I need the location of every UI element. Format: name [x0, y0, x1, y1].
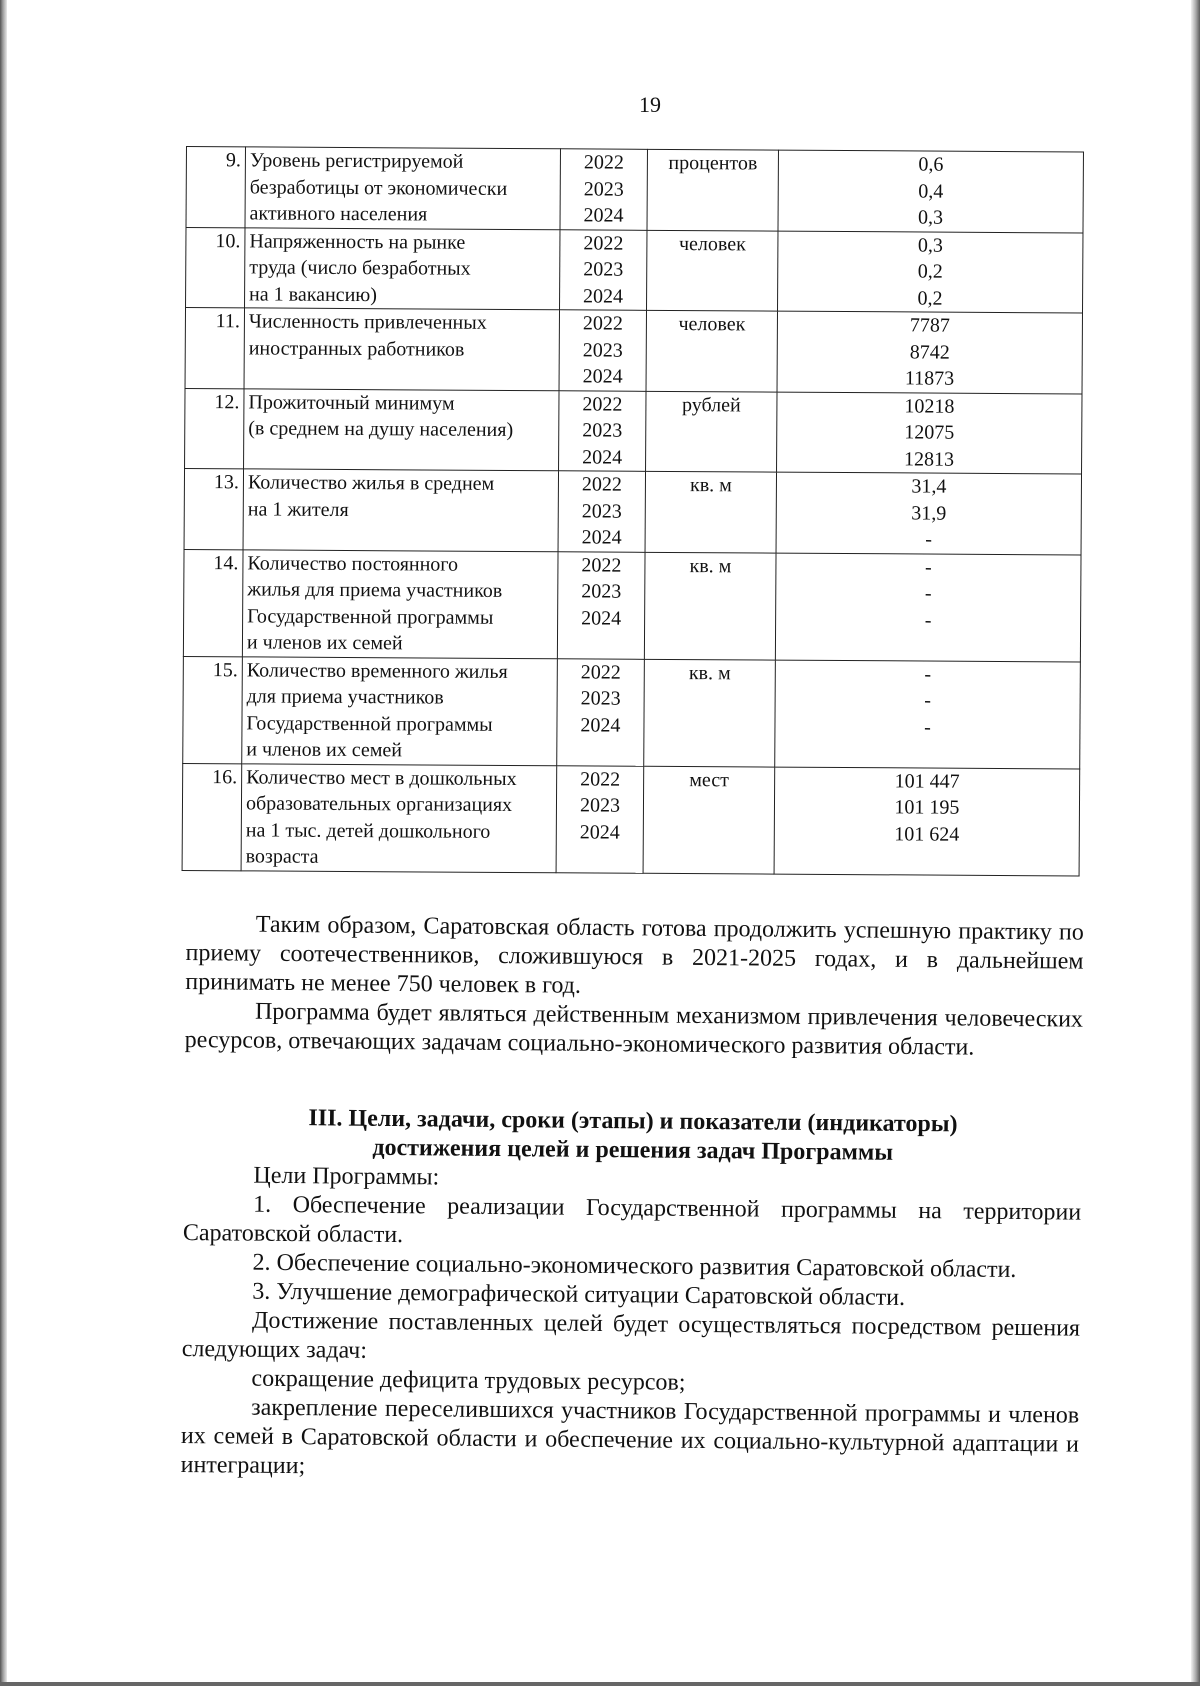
table-row	[182, 763, 1080, 875]
indicator-value: -	[925, 556, 932, 579]
indicator-name-line: активного населения	[249, 202, 428, 226]
indicator-name	[244, 388, 559, 470]
year-value: 2024	[583, 204, 624, 227]
indicator-value: 0,6	[918, 153, 944, 176]
indicator-name-line: Напряженность на рынке	[249, 229, 466, 254]
indicator-value: 10218	[904, 394, 955, 418]
indicator-name-line: безработицы от экономически	[249, 175, 508, 200]
table-row	[183, 656, 1081, 768]
goals-intro: Цели Программы:	[253, 1162, 440, 1191]
row-number: 11.	[185, 308, 244, 389]
year-value: 2022	[580, 660, 621, 684]
indicator-value: 11873	[904, 367, 955, 390]
indicator-values	[775, 660, 1081, 769]
table-row	[186, 147, 1083, 233]
indicator-values	[777, 311, 1082, 393]
indicator-name-line: на 1 тыс. детей дошкольного	[245, 818, 491, 843]
indicator-name-line: жилья для приема участников	[247, 578, 503, 602]
indicator-values	[775, 553, 1081, 662]
indicator-value: 101 195	[894, 796, 960, 819]
indicator-values	[774, 767, 1080, 876]
indicator-unit: кв. м	[644, 552, 776, 660]
indicator-name-line: для приема участников	[246, 685, 444, 709]
row-number: 14.	[183, 549, 243, 656]
table-row	[186, 227, 1083, 313]
year-value: 2022	[580, 767, 621, 791]
indicator-value: 0,2	[917, 286, 943, 310]
table-row	[185, 388, 1082, 474]
indicator-value: -	[924, 716, 931, 739]
indicator-years	[560, 149, 647, 230]
indicator-values	[778, 150, 1083, 232]
indicator-name-line: и членов их семей	[246, 631, 403, 655]
indicator-values	[777, 392, 1082, 474]
indicator-years	[556, 765, 644, 873]
year-value: 2022	[582, 392, 623, 416]
indicator-name-line: Численность привлеченных	[248, 310, 487, 334]
row-number: 13.	[184, 468, 243, 549]
year-value: 2024	[583, 284, 624, 308]
year-value: 2024	[582, 365, 623, 388]
indicator-unit: человек	[647, 230, 778, 311]
year-value: 2022	[582, 312, 623, 335]
row-number: 12.	[185, 388, 244, 469]
document-body	[181, 910, 1084, 1489]
indicator-unit: рублей	[646, 391, 777, 472]
year-value: 2024	[582, 445, 623, 469]
year-value: 2022	[583, 151, 624, 174]
year-value: 2024	[579, 820, 620, 844]
indicator-values	[778, 231, 1083, 313]
table-row	[183, 549, 1081, 661]
paragraph-conclusion: Таким образом, Саратовская область готова продолжить успешную практику по приему соотечественников, сложившуюся в 2021-2025 годах, и в дальнейшем принимать не менее 750 человек в год.	[185, 911, 1084, 999]
section-heading-line-2: достижения целей и решения задач Программы	[372, 1134, 894, 1166]
indicator-years	[557, 551, 645, 659]
year-value: 2024	[581, 526, 622, 549]
goal-item-1: 1. Обеспечение реализации Государственной программы на территории Саратовской области.	[182, 1191, 1082, 1249]
indicator-name	[244, 308, 559, 390]
indicator-value: -	[925, 528, 933, 551]
task-item-2: закрепление переселившихся участников Государственной программы и членов их семей в Саратовской области и обеспечение их социально-культурной адаптации и интеграции;	[180, 1394, 1080, 1480]
indicator-name-line: (в среднем на душу населения)	[248, 417, 514, 442]
scan-edge-right	[1191, 0, 1200, 1686]
row-number: 9.	[186, 147, 245, 228]
indicator-value: 8742	[909, 340, 950, 364]
year-value: 2023	[581, 499, 622, 523]
indicator-years	[558, 471, 645, 552]
year-value: 2024	[580, 713, 621, 737]
tasks-intro: Достижение поставленных целей будет осуществляться посредством решения следующих задач:	[181, 1307, 1081, 1364]
task-item-1: сокращение дефицита трудовых ресурсов;	[251, 1365, 686, 1396]
section-heading	[184, 1103, 1083, 1170]
indicator-name	[242, 656, 558, 765]
goal-item-3: 3. Улучшение демографической ситуации Саратовской области.	[252, 1278, 906, 1311]
table-row	[184, 468, 1081, 554]
indicator-value: 31,4	[911, 475, 947, 498]
year-value: 2022	[583, 231, 624, 255]
indicator-name	[242, 549, 558, 658]
page-number: 19	[639, 92, 661, 117]
table-row	[185, 308, 1082, 394]
year-value: 2024	[581, 606, 622, 630]
indicator-years	[559, 310, 646, 391]
indicator-name-line: труда (число безработных	[249, 256, 471, 280]
indicator-name-line: Количество мест в дошкольных	[246, 765, 517, 790]
row-number: 16.	[182, 763, 242, 870]
indicator-name-line: Количество постоянного	[247, 551, 459, 576]
indicator-name-line: Количество жилья в среднем	[247, 471, 495, 495]
indicator-name-line: и членов их семей	[246, 738, 403, 762]
indicator-value: 7787	[909, 314, 950, 337]
indicator-value: 31,9	[911, 501, 947, 525]
year-value: 2022	[581, 473, 623, 496]
indicators-table-body	[182, 147, 1083, 876]
scan-edge-bottom	[0, 1682, 1200, 1686]
indicator-unit: мест	[643, 766, 775, 874]
indicator-value: -	[924, 609, 932, 632]
indicator-name-line: возраста	[245, 845, 319, 868]
goal-item-2: 2. Обеспечение социально-экономического развития Саратовской области.	[252, 1249, 1017, 1283]
year-value: 2023	[583, 258, 624, 281]
section-heading-line-1: III. Цели, задачи, сроки (этапы) и показатели (индикаторы)	[308, 1105, 958, 1138]
indicator-name	[241, 763, 557, 872]
indicator-value: -	[924, 689, 932, 712]
indicators-table	[182, 146, 1084, 876]
year-value: 2023	[582, 419, 623, 442]
indicator-value: 0,2	[917, 260, 943, 283]
indicator-name-line: образовательных организациях	[245, 792, 513, 817]
goals-block	[181, 1161, 1082, 1489]
year-value: 2023	[579, 794, 621, 817]
indicator-name-line: иностранных работников	[248, 336, 465, 361]
row-number: 10.	[186, 227, 245, 308]
indicator-value: 0,4	[918, 179, 944, 203]
indicator-years	[559, 390, 646, 471]
indicator-values	[776, 472, 1081, 554]
indicator-name	[243, 469, 558, 551]
indicator-value: -	[924, 582, 932, 605]
indicator-years	[560, 229, 647, 310]
indicator-unit: кв. м	[644, 659, 776, 767]
indicator-years	[557, 658, 645, 766]
indicator-value: 101 447	[894, 769, 960, 793]
indicator-name	[245, 227, 560, 309]
indicator-value: 0,3	[918, 206, 944, 229]
indicator-name-line: Количество временного жилья	[246, 658, 508, 683]
indicator-name-line: на 1 жителя	[247, 497, 349, 521]
indicator-name-line: Государственной программы	[247, 604, 494, 629]
paragraph-program-mechanism: Программа будет являться действенным механизмом привлечения человеческих ресурсов, отвечающих задачам социально-экономического развития области.	[184, 998, 1084, 1061]
year-value: 2023	[580, 687, 621, 710]
indicator-value: 12075	[904, 421, 955, 444]
indicator-name-line: на 1 вакансию)	[249, 282, 377, 306]
indicator-value: 0,3	[917, 233, 943, 257]
scan-edge-left	[0, 0, 7, 1686]
indicator-value: 12813	[904, 447, 955, 471]
indicator-unit: кв. м	[645, 471, 776, 552]
indicator-name-line: Уровень регистрируемой	[249, 149, 464, 173]
year-value: 2023	[581, 580, 622, 603]
indicator-name-line: Государственной программы	[246, 711, 493, 736]
row-number: 15.	[183, 656, 243, 763]
year-value: 2023	[582, 338, 623, 362]
year-value: 2022	[581, 553, 622, 577]
year-value: 2023	[583, 177, 624, 201]
indicator-name-line: Прожиточный минимум	[248, 390, 455, 415]
indicator-name	[245, 147, 560, 229]
indicator-value: -	[924, 663, 932, 686]
indicator-unit: человек	[646, 310, 777, 391]
indicator-unit: процентов	[647, 149, 778, 230]
indicator-value: 101 624	[894, 822, 960, 846]
